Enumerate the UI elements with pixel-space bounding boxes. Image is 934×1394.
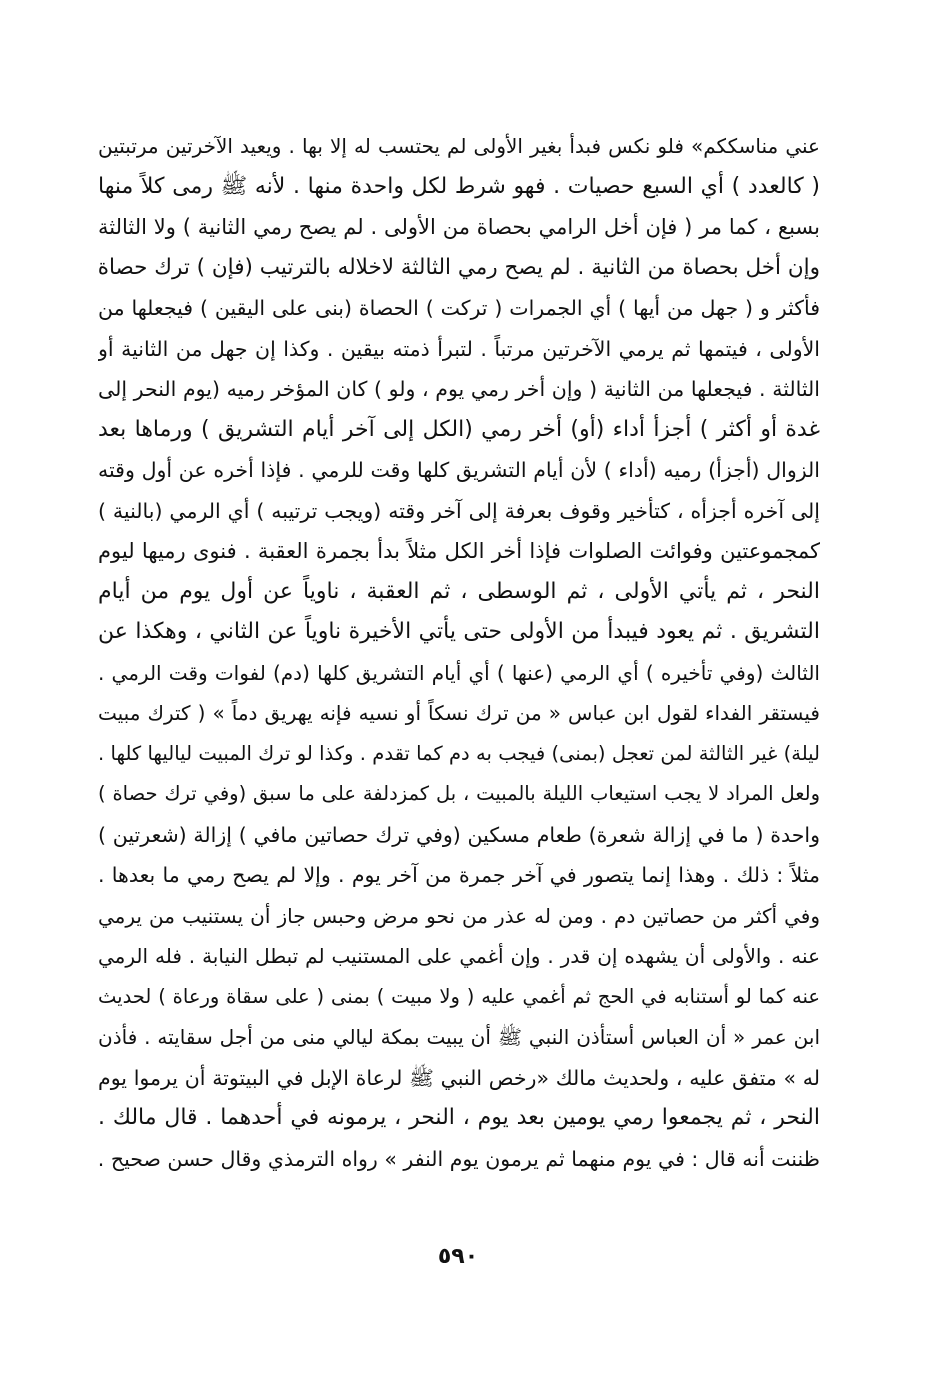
text-line: فيستقر الفداء لقول ابن عباس « من ترك نسكاً أو نسيه فإنه يهريق دماً » ( كترك مبيت	[98, 701, 820, 725]
text-line: إلى آخره أجزأه ، كتأخير وقوف بعرفة إلى آخر وقته (ويجب ترتيبه ) أي الرمي (بالنية )	[98, 498, 820, 523]
text-line: وإن أخل بحصاة من الثانية . لم يصح رمي الثالثة لاخلاله بالترتيب (فإن ) ترك حصاة	[98, 254, 820, 280]
text-line: النحر ، ثم يجمعوا رمي يومين بعد يوم ، النحر ، يرمونه في أحدهما . قال مالك .	[98, 1105, 820, 1130]
text-line: النحر ، ثم يأتي الأولى ، ثم الوسطى ، ثم العقبة ، ناوياً عن أول يوم من أيام	[98, 578, 820, 604]
text-line: غدة أو أكثر ) أجزأ أداء (أو) أخر رمي (الكل إلى آخر أيام التشريق ) ورماها بعد	[98, 416, 820, 442]
text-line: عني مناسككم» فلو نكس فبدأ بغير الأولى لم يحتسب له إلا بها . ويعيد الآخرتين مرتبتين	[98, 134, 820, 158]
body-text	[98, 126, 820, 1179]
text-line: له » متفق عليه ، ولحديث مالك «رخص النبي ﷺ لرعاة الإبل في البيتوتة أن يرموا يوم	[98, 1065, 820, 1090]
text-line: بسبع ، كما مر ( فإن أخل الرامي بحصاة من الأولى . لم يصح رمي الثانية ) ولا الثالثة	[98, 215, 820, 239]
text-line: فأكثر و ( جهل من أيها ) أي الجمرات ( تركت ) الحصاة (بنى على اليقين ) فيجعلها من	[98, 296, 820, 320]
text-line: كمجموعتين وفوائت الصلوات فإذا أخر الكل مثلاً بدأ بجمرة العقبة . فنوى رميها ليوم	[98, 539, 820, 563]
text-line: ليلة) غير الثالثة لمن تعجل (بمنى) فيجب به دم كما تقدم . وكذا لو ترك المبيت لياليها كلها .	[98, 741, 820, 765]
text-line: ( كالعدد ) أي السبع حصيات . فهو شرط لكل واحدة منها . لأنه ﷺ رمى كلاً منها	[98, 173, 820, 199]
text-line: عنه كما لو أستنابه في الحج ثم أغمي عليه ( ولا مبيت ) بمنى ( على سقاة ورعاة ) لحديث	[98, 984, 820, 1008]
text-line: وفي أكثر من حصاتين دم . ومن له عذر من نحو مرض وحبس جاز أن يستنيب من يرمي	[98, 903, 820, 928]
text-line: ابن عمر « أن العباس أستأذن النبي ﷺ أن يبيت بمكة ليالي منى من أجل سقايته . فأذن	[98, 1025, 820, 1049]
text-line: مثلاً : ذلك . وهذا إنما يتصور في آخر جمرة من آخر يوم . وإلا لم يصح رمي ما بعدها .	[98, 863, 820, 887]
text-line: عنه . والأولى أن يشهده إن قدر . وإن أغمي على المستنيب لم تبطل النيابة . فله الرمي	[98, 944, 820, 968]
page-number: ٥٩٠	[437, 1244, 479, 1269]
text-line: الثالثة . فيجعلها من الثانية ( وإن أخر رمي يوم ، ولو ) كان المؤخر رميه (يوم النحر إلى	[98, 377, 820, 401]
text-line: واحدة ( ما في إزالة شعرة) طعام مسكين (وفي ترك حصاتين مافي ) إزالة (شعرتين )	[98, 822, 820, 847]
text-line: ولعل المراد لا يجب استيعاب الليلة بالمبيت ، بل كمزدلفة على ما سبق (وفي ترك حصاة )	[98, 782, 820, 805]
text-line: الثالث (وفي تأخيره ) أي الرمي (عنها ) أي أيام التشريق كلها (دم) لفوات وقت الرمي .	[98, 660, 820, 685]
text-line: التشريق . ثم يعود فيبدأ من الأولى حتى يأتي الأخيرة ناوياً عن الثاني ، وهكذا عن	[98, 619, 820, 644]
text-line: ظننت أنه قال : في يوم منهما ثم يرمون يوم النفر » رواه الترمذي وقال حسن صحيح .	[98, 1146, 820, 1171]
text-line: الأولى ، فيتمها ثم يرمي الآخرتين مرتباً . لتبرأ ذمته بيقين . وكذا إن جهل من الثانية أو	[98, 336, 820, 361]
text-line: الزوال (أجزأ) رميه (أداء ) لأن أيام التشريق كلها وقت للرمي . فإذا أخره عن أول وقته	[98, 458, 820, 482]
